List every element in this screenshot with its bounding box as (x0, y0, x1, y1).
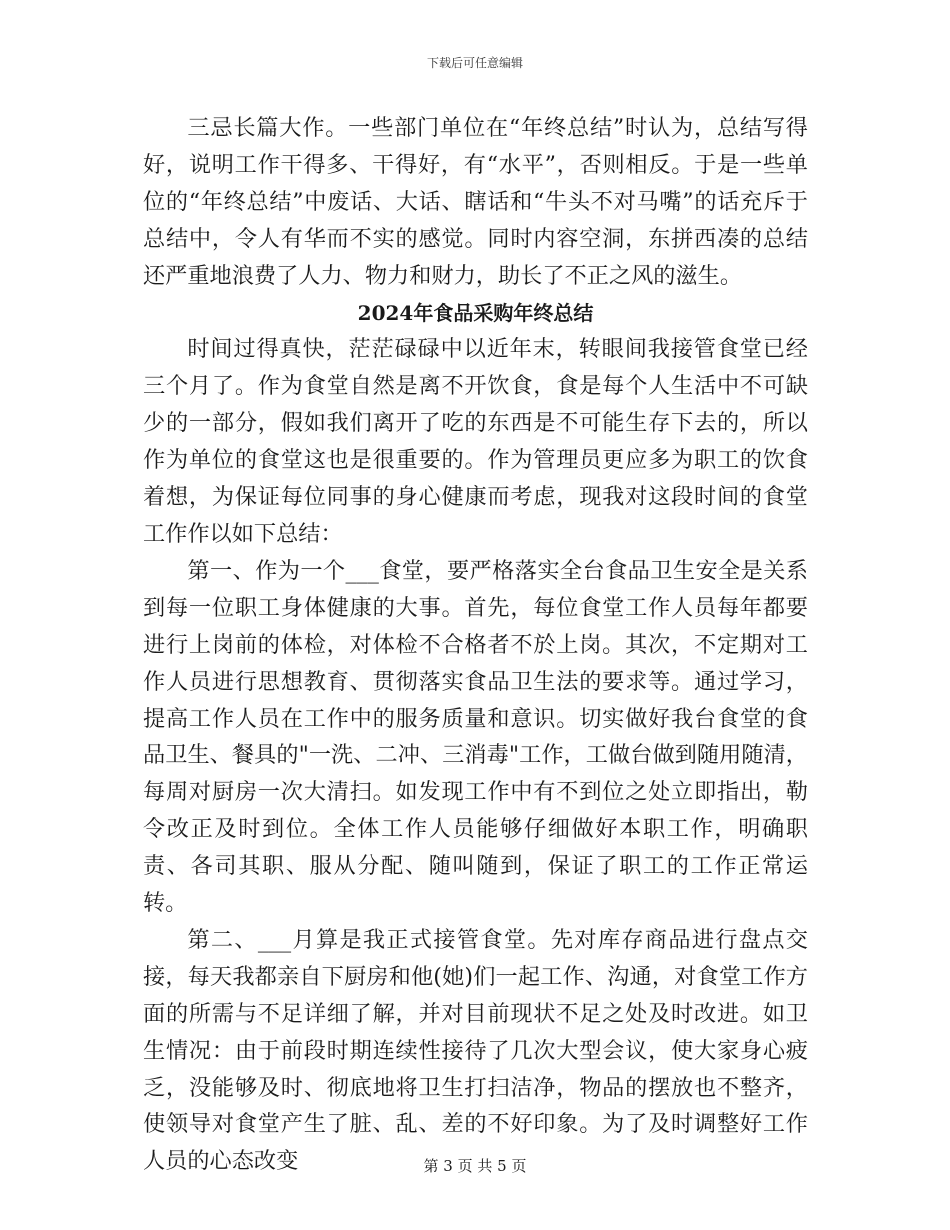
paragraph: 三忌长篇大作。一些部门单位在“年终总结”时认为，总结写得好，说明工作干得多、干得好，有“水平”，否则相反。于是一些单位的“年终总结”中废话、大话、瞎话和“牛头不对马嘴”的话充斥于总结中，令人有华而不实的感觉。同时内容空洞，东拼西凑的总结还严重地浪费了人力、物力和财力，助长了不正之风的滋生。 (143, 115, 808, 289)
paragraph: 第二、___月算是我正式接管食堂。先对库存商品进行盘点交接，每天我都亲自下厨房和他(她)们一起工作、沟通，对食堂工作方面的所需与不足详细了解，并对目前现状不足之处及时改进。如卫生情况：由于前段时期连续性接待了几次大型会议，使大家身心疲乏，没能够及时、彻底地将卫生打扫洁净，物品的摆放也不整齐，使领导对食堂产生了脏、乱、差的不好印象。为了及时调整好工作人员的心态改变 (143, 926, 808, 1175)
section-title: 2024年食品采购年终总结 (357, 300, 594, 325)
page-header-note: 下载后可任意编辑 (426, 56, 523, 70)
page-number: 第 3 页 共 5 页 (423, 1157, 527, 1175)
paragraph: 第一、作为一个___食堂，要严格落实全台食品卫生安全是关系到每一位职工身体健康的大事。首先，每位食堂工作人员每年都要进行上岗前的体检，对体检不合格者不於上岗。其次，不定期对工作人员进行思想教育、贯彻落实食品卫生法的要求等。通过学习，提高工作人员在工作中的服务质量和意识。切实做好我台食堂的食品卫生、餐具的"一洗、二冲、三消毒"工作，工做台做到随用随清，每周对厨房一次大清扫。如发现工作中有不到位之处立即指出，勒令改正及时到位。全体工作人员能够仔细做好本职工作，明确职责、各司其职、服从分配、随叫随到，保证了职工的工作正常运转。 (143, 557, 808, 917)
paragraph: 时间过得真快，茫茫碌碌中以近年末，转眼间我接管食堂已经三个月了。作为食堂自然是离不开饮食，食是每个人生活中不可缺少的一部分，假如我们离开了吃的东西是不可能生存下去的，所以作为单位的食堂这也是很重要的。作为管理员更应多为职工的饮食着想，为保证每位同事的身心健康而考虑，现我对这段时间的食堂工作作以如下总结： (143, 336, 808, 547)
document-body (143, 110, 808, 1180)
